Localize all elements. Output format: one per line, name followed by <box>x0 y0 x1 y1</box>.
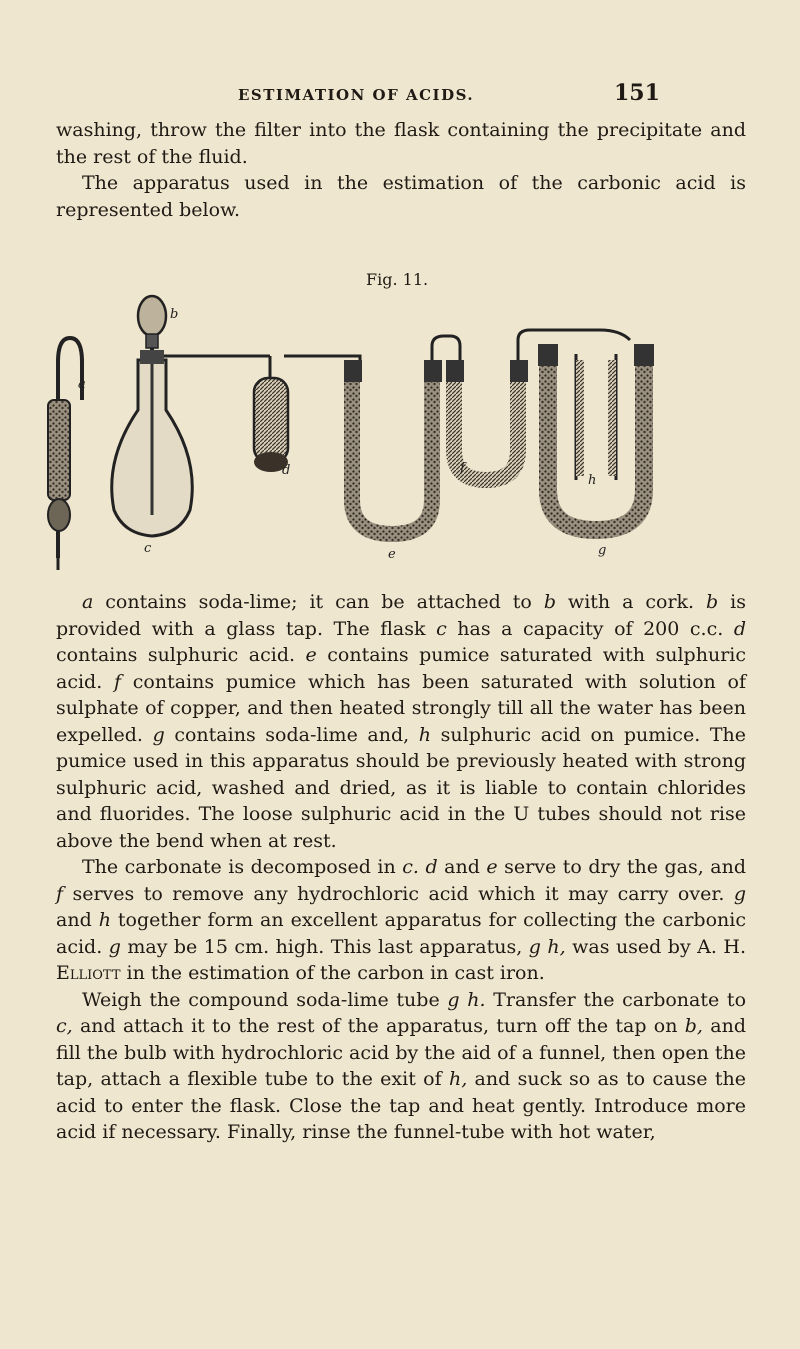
paragraph-procedure: Weigh the compound soda-lime tube g h. Transfer the carbonate to c, and attach it to the rest of the apparatus, turn off the tap on b, and fill the bulb with hydrochloric acid by the aid of a funnel, then open the tap, attach a flexible tube to the exit of h, and suck so as to cause the acid to enter the flask. Close the tap and heat gently. Introduce more acid if necessary. Finally, rinse the funnel-tube with hot water, <box>56 988 747 1143</box>
soda-lime-tube-gh <box>518 330 654 536</box>
u-tube-e <box>330 356 442 540</box>
paragraph-apparatus-intro: The apparatus used in the estimation of the carbonic acid is represented below. <box>56 172 746 221</box>
flask-c <box>112 296 193 536</box>
body-text <box>56 589 746 1146</box>
author-name: Elliott <box>56 962 121 984</box>
running-title: ESTIMATION OF ACIDS. <box>238 86 475 104</box>
running-head <box>0 80 800 110</box>
label-b: b <box>170 307 179 322</box>
apparatus-illustration <box>40 290 760 588</box>
label-f: f <box>460 461 465 476</box>
apparatus-figure <box>40 290 760 588</box>
figure-caption: Fig. 11. <box>366 270 429 289</box>
label-c: c <box>144 541 152 556</box>
label-e: e <box>388 547 396 562</box>
label-a: a <box>78 377 86 392</box>
label-d: d <box>282 463 291 478</box>
paragraph-components: a contains soda-lime; it can be attached to b with a cork. b is provided with a glass tap. The flask c has a capacity of 200 c.c. d contains sulphuric acid. e contains pumice saturated with sulphuric acid. f contains pumice which has been saturated with solution of sulphate of copper, and then heated strongly till all the water has been expelled. g contains soda-lime and, h sulphuric acid on pumice. The pumice used in this apparatus should be previously heated with strong sulphuric acid, washed and dried, as it is liable to contain chlorides and fluorides. The loose sulphuric acid in the U tubes should not rise above the bend when at rest. <box>56 591 746 852</box>
drying-bottle-d <box>254 356 330 472</box>
soda-lime-tube-a <box>48 338 82 570</box>
page-number: 151 <box>614 80 660 106</box>
u-tube-f <box>432 336 528 486</box>
label-g: g <box>598 543 607 558</box>
paragraph-decomposition: The carbonate is decomposed in c. d and e serve to dry the gas, and f serves to remove any hydrochloric acid which it may carry over. g and h together form an excellent apparatus for collecting the carbonic acid. g may be 15 cm. high. This last apparatus, g h, was used by A. H. Elliott in the estimation of the carbon in cast iron. <box>56 856 746 984</box>
paragraph-washing: washing, throw the filter into the flask containing the precipitate and the rest of the fluid. <box>56 119 746 168</box>
label-h: h <box>588 473 597 488</box>
intro-text <box>56 117 746 223</box>
